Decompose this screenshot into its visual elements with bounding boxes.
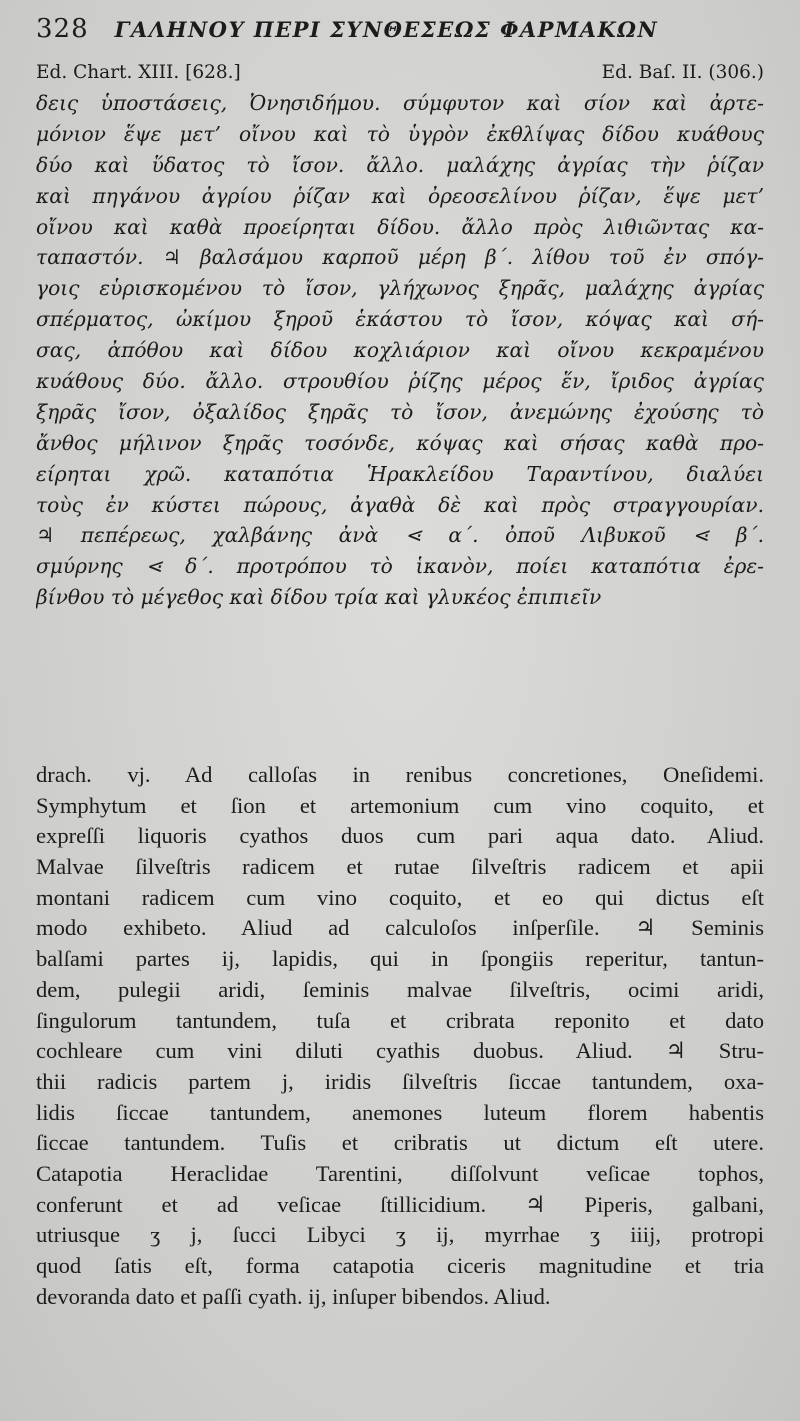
latin-text-line: dem, pulegii aridi, ſeminis malvae ſilveſtris, ocimi aridi, (36, 976, 764, 1002)
edition-references (36, 62, 764, 88)
latin-text-line: modo exhibeto. Aliud ad calculoſos inſperſile. ♃ Seminis (36, 915, 764, 941)
latin-text-block (36, 760, 764, 1312)
greek-text-line: ξηρᾶς ἴσον, ὀξαλίδος ξηρᾶς τὸ ἴσον, ἀνεμώνης ἐχούσης τὸ (36, 399, 764, 424)
latin-text-line: montani radicem cum vino coquito, et eo qui dictus eſt (36, 884, 764, 910)
edition-chartier: Ed. Chart. XIII. [628.] (36, 62, 241, 83)
greek-text-line: είρηται χρῶ. καταπότια Ἡρακλείδου Ταραντίνου, διαλύει (36, 461, 764, 486)
page-number: 328 (36, 14, 89, 44)
greek-text-line: κυάθους δύο. ἄλλο. στρουθίου ῥίζης μέρος ἕν, ἴριδος ἀγρίας (36, 369, 764, 394)
greek-text-line: δύο καὶ ὕδατος τὸ ἴσον. ἄλλο. μαλάχης ἀγρίας τὴν ῥίζαν (36, 152, 764, 177)
latin-text-line: balſami partes ij, lapidis, qui in ſpongiis reperitur, tantun- (36, 946, 764, 972)
greek-text-line: ♃ πεπέρεως, χαλβάνης ἀνὰ ⋖ α΄. ὀποῦ Λιβυκοῦ ⋖ β΄. (36, 523, 764, 548)
latin-text-line: ſingulorum tantundem, tuſa et cribrata reponito et dato (36, 1007, 764, 1033)
latin-text-line: drach. vj. Ad calloſas in renibus concretiones, Oneſidemi. (36, 762, 764, 787)
latin-text-line: quod ſatis eſt, forma catapotia ciceris magnitudine et tria (36, 1253, 764, 1278)
latin-text-line: expreſſi liquoris cyathos duos cum pari aqua dato. Aliud. (36, 823, 764, 849)
greek-text-line: οἴνου καὶ καθὰ προείρηται δίδου. ἄλλο πρὸς λιθιῶντας κα- (36, 214, 764, 239)
greek-text-line: καὶ πηγάνου ἀγρίου ῥίζαν καὶ ὀρεοσελίνου ῥίζαν, ἕψε μετ’ (36, 183, 764, 208)
greek-text-line: σπέρματος, ὠκίμου ξηροῦ ἑκάστου τὸ ἴσον, κόψας καὶ σή- (36, 307, 764, 332)
latin-text-line: lidis ſiccae tantundem, anemones luteum florem habentis (36, 1099, 764, 1125)
running-title: ΓΑΛΗΝΟΥ ΠΕΡΙ ΣΥΝΘΕΣΕΩΣ ΦΑΡΜΑΚΩΝ (114, 17, 659, 42)
greek-text-line: ταπαστόν. ♃ βαλσάμου καρποῦ μέρη β΄. λίθου τοῦ ἐν σπόγ- (36, 245, 764, 270)
latin-text-line: ſiccae tantundem. Tuſis et cribratis ut dictum eſt utere. (36, 1130, 764, 1156)
latin-text-line: thii radicis partem j, iridis ſilveſtris ſiccae tantundem, oxa- (36, 1068, 764, 1094)
latin-text-line: utriusque ʒ j, ſucci Libyci ʒ ij, myrrhae ʒ iiij, protropi (36, 1222, 764, 1248)
greek-text-line: ἄνθος μήλινον ξηρᾶς τοσόνδε, κόψας καὶ σήσας καθὰ προ- (36, 430, 764, 455)
page-header (36, 14, 766, 54)
greek-text-line: σμύρνης ⋖ δ΄. προτρόπου τὸ ἱκανὸν, ποίει καταπότια ἐρε- (36, 554, 764, 579)
greek-text-line: μόνιον ἕψε μετ’ οἴνου καὶ τὸ ὑγρὸν ἐκθλίψας δίδου κυάθους (36, 121, 764, 146)
latin-text-line: devoranda dato et paſſi cyath. ij, inſuper bibendos. Aliud. (36, 1283, 551, 1309)
latin-text-line: Symphytum et ſion et artemonium cum vino coquito, et (36, 792, 764, 818)
greek-text-line: σας, ἀπόθου καὶ δίδου κοχλιάριον καὶ οἴνου κεκραμένου (36, 338, 764, 363)
latin-text-line: cochleare cum vini diluti cyathis duobus. Aliud. ♃ Stru- (36, 1038, 764, 1064)
latin-text-line: conferunt et ad veſicae ſtillicidium. ♃ Piperis, galbani, (36, 1191, 764, 1217)
greek-text-line: τοὺς ἐν κύστει πώρους, ἀγαθὰ δὲ καὶ πρὸς στραγγουρίαν. (36, 492, 764, 517)
greek-text-block (36, 88, 764, 613)
latin-text-line: Catapotia Heraclidae Tarentini, diſſolvunt veſicae tophos, (36, 1160, 764, 1186)
latin-text-line: Malvae ſilveſtris radicem et rutae ſilveſtris radicem et apii (36, 854, 764, 880)
greek-text-line: βίνθου τὸ μέγεθος καὶ δίδου τρία καὶ γλυκέος ἐπιπιεῖν (36, 585, 602, 610)
greek-text-line: δεις ὑποστάσεις, Ὀνησιδήμου. σύμφυτον καὶ σίον καὶ ἀρτε- (36, 91, 764, 115)
greek-text-line: γοις εὑρισκομένου τὸ ἴσον, γλήχωνος ξηρᾶς, μαλάχης ἀγρίας (36, 276, 764, 301)
edition-basel: Ed. Baſ. II. (306.) (601, 62, 764, 83)
